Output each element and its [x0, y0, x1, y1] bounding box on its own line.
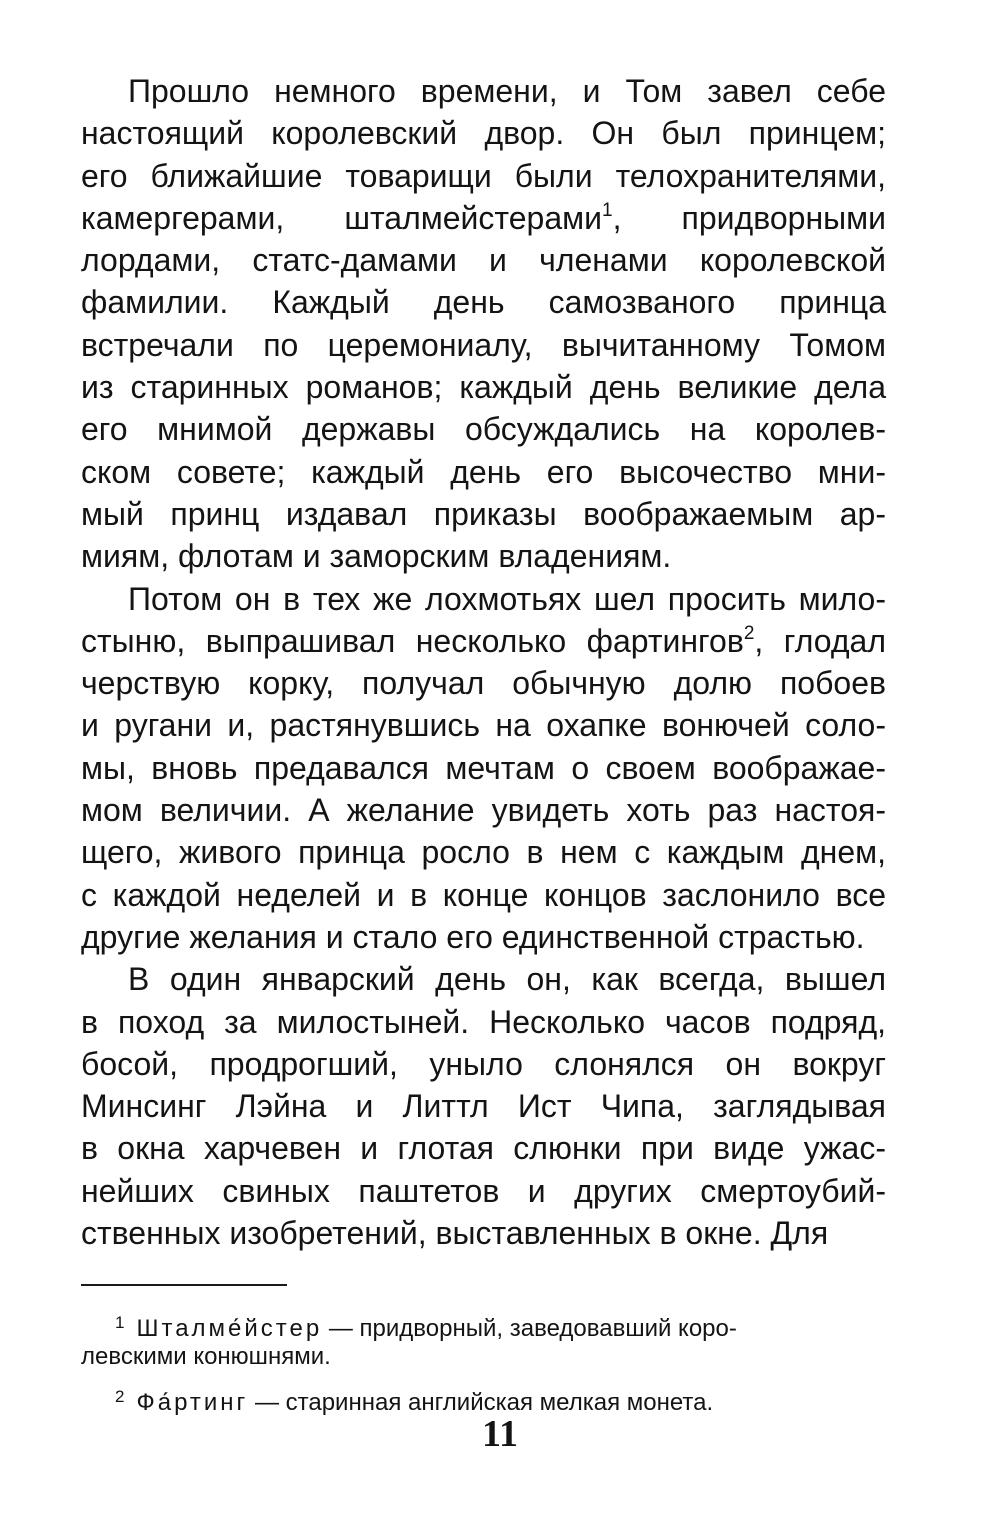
text-line: с каждой неделей и в конце концов заслонило все [81, 876, 886, 913]
text-line: его мнимой державы обсуждались на королев- [81, 411, 886, 448]
footnote-line [81, 1306, 881, 1340]
footnote-term: Фа́ртинг [136, 1389, 249, 1416]
text-line [81, 620, 886, 662]
text-line: настоящий королевский двор. Он был принцем; [81, 115, 886, 152]
text-fragment: , придворными [612, 199, 886, 236]
text-line: лордами, статс-дамами и членами королевской [81, 242, 886, 279]
footnote-line [81, 1380, 881, 1414]
text-line: Прошло немного времени, и Том завел себе [128, 73, 886, 109]
text-line: и ругани и, растянувшись на охапке вонючей соло- [81, 707, 886, 744]
text-line: В один январский день он, как всегда, вышел [128, 961, 886, 998]
footnote-marker: 1 [115, 1313, 125, 1332]
paragraph [81, 578, 886, 959]
text-line: Минсинг Лэйна и Литтл Ист Чипа, заглядывая [81, 1088, 886, 1125]
page-number: 11 [482, 1413, 518, 1455]
text-line: черствую корку, получал обычную долю побоев [81, 665, 886, 702]
text-line: в поход за милостыней. Несколько часов подряд, [81, 1003, 886, 1040]
text-line: щего, живого принца росло в нем с каждым днем, [81, 834, 886, 871]
text-line: ском совете; каждый день его высочество мни- [81, 453, 886, 490]
footnotes [81, 1306, 881, 1420]
text-line: его ближайшие товарищи были телохранителями, [81, 157, 886, 194]
footnote [81, 1380, 881, 1414]
footnote-definition: — придворный, заведовавший коро- [322, 1315, 737, 1342]
text-line: миям, флотам и заморским владениям. [81, 538, 672, 575]
text-line: нейших свиных паштетов и других смертоубий- [81, 1172, 886, 1209]
footnote-divider [81, 1284, 287, 1286]
paragraph [81, 958, 886, 1254]
text-line: в окна харчевен и глотая слюнки при виде ужас- [81, 1130, 886, 1167]
footnote-marker: 2 [115, 1387, 125, 1406]
text-line: Потом он в тех же лохмотьях шел просить мило- [128, 580, 886, 617]
footnote-reference: 1 [601, 199, 613, 221]
text-line: ственных изобретений, выставленных в окне. Для [81, 1215, 829, 1252]
text-line: встречали по церемониалу, вычитанному Томом [81, 326, 886, 363]
text-line: мы, вновь предавался мечтам о своем воображае- [81, 749, 886, 786]
text-line: из старинных романов; каждый день великие дела [81, 369, 886, 406]
footnote-continuation: левскими конюшнями. [81, 1343, 331, 1370]
text-fragment: , глодал [754, 622, 887, 659]
text-line: босой, продрогший, уныло слонялся он вокруг [81, 1045, 886, 1082]
footnote [81, 1306, 881, 1374]
text-line: другие желания и стало его единственной страстью. [81, 918, 865, 955]
text-line: мом величии. А желание увидеть хоть раз настоя- [81, 792, 886, 829]
footnote-term: Шталме́йстер [136, 1315, 323, 1342]
text-line: мый принц издавал приказы воображаемым ар- [81, 495, 886, 532]
text-line [81, 197, 886, 239]
paragraph [81, 70, 886, 578]
footnote-reference: 2 [743, 622, 755, 644]
text-fragment: камергерами, шталмейстерами [81, 199, 602, 236]
footnote-definition: — старинная английская мелкая монета. [248, 1389, 714, 1416]
main-text [81, 70, 886, 1254]
text-line: фамилии. Каждый день самозваного принца [81, 284, 886, 321]
text-fragment: стыню, выпрашивал несколько фартингов [81, 622, 744, 659]
